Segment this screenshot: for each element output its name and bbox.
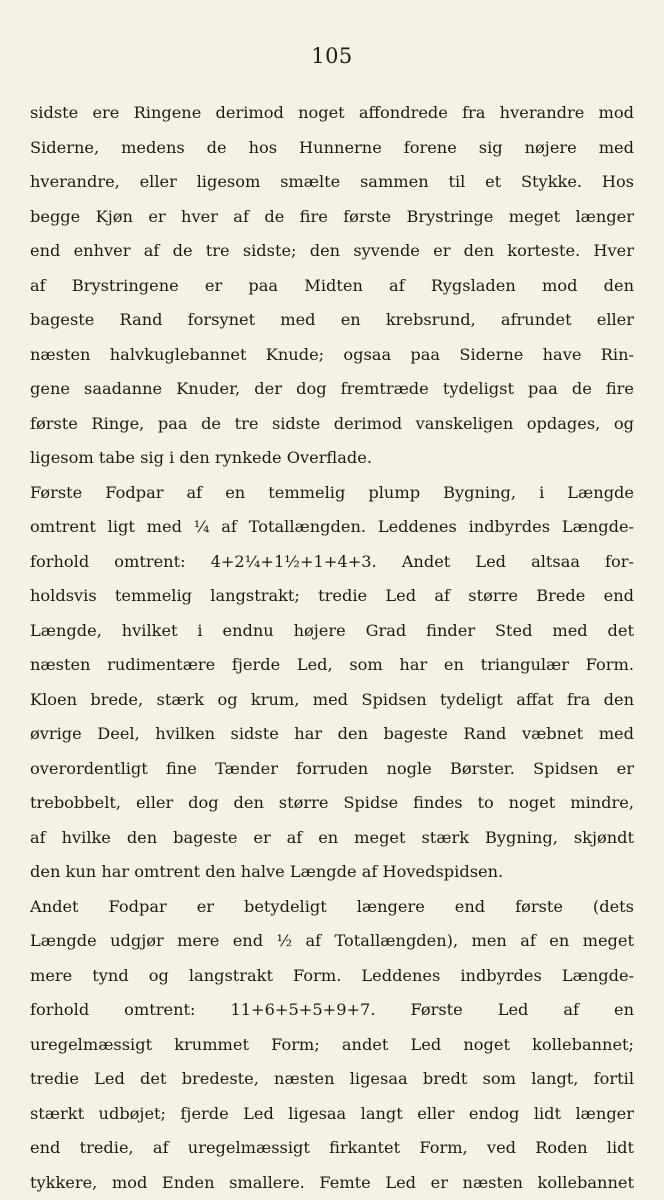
text-line: uregelmæssigt krummet Form; andet Led noget kollebannet; — [30, 1028, 634, 1063]
text-line: tredie Led det bredeste, næsten ligesaa bredt som langt, fortil — [30, 1062, 634, 1097]
text-line: stærkt udbøjet; fjerde Led ligesaa langt eller endog lidt længer — [30, 1097, 634, 1132]
text-line: sidste ere Ringene derimod noget affondrede fra hverandre mod — [30, 96, 634, 131]
text-line: tykkere, mod Enden smallere. Femte Led er næsten kollebannet — [30, 1166, 634, 1200]
body-text — [30, 96, 634, 1200]
text-line: end enhver af de tre sidste; den syvende er den korteste. Hver — [30, 234, 634, 269]
text-line: Siderne, medens de hos Hunnerne forene sig nøjere med — [30, 131, 634, 166]
text-line: Længde udgjør mere end ½ af Totallængden), men af en meget — [30, 924, 634, 959]
text-line: første Ringe, paa de tre sidste derimod vanskeligen opdages, og — [30, 407, 634, 442]
text-line: forhold omtrent: 4+2¼+1½+1+4+3. Andet Led altsaa for- — [30, 545, 634, 580]
text-line: holdsvis temmelig langstrakt; tredie Led af større Brede end — [30, 579, 634, 614]
text-line: end tredie, af uregelmæssigt firkantet Form, ved Roden lidt — [30, 1131, 634, 1166]
text-line: Andet Fodpar er betydeligt længere end første (dets — [30, 890, 634, 925]
text-line: mere tynd og langstrakt Form. Leddenes indbyrdes Længde- — [30, 959, 634, 994]
text-line: Længde, hvilket i endnu højere Grad finder Sted med det — [30, 614, 634, 649]
text-line: øvrige Deel, hvilken sidste har den bageste Rand væbnet med — [30, 717, 634, 752]
text-line: Første Fodpar af en temmelig plump Bygning, i Længde — [30, 476, 634, 511]
text-line: ligesom tabe sig i den rynkede Overflade. — [30, 441, 634, 476]
text-line: overordentligt fine Tænder forruden nogle Børster. Spidsen er — [30, 752, 634, 787]
text-line: bageste Rand forsynet med en krebsrund, afrundet eller — [30, 303, 634, 338]
text-line: af hvilke den bageste er af en meget stærk Bygning, skjøndt — [30, 821, 634, 856]
text-line: hverandre, eller ligesom smælte sammen til et Stykke. Hos — [30, 165, 634, 200]
text-line: gene saadanne Knuder, der dog fremtræde tydeligst paa de fire — [30, 372, 634, 407]
text-line: af Brystringene er paa Midten af Rygsladen mod den — [30, 269, 634, 304]
text-line: den kun har omtrent den halve Længde af Hovedspidsen. — [30, 855, 634, 890]
text-line: næsten rudimentære fjerde Led, som har en triangulær Form. — [30, 648, 634, 683]
text-line: forhold omtrent: 11+6+5+5+9+7. Første Led af en — [30, 993, 634, 1028]
text-line: trebobbelt, eller dog den større Spidse findes to noget mindre, — [30, 786, 634, 821]
text-line: begge Kjøn er hver af de fire første Brystringe meget længer — [30, 200, 634, 235]
page-number: 105 — [0, 44, 664, 68]
text-line: næsten halvkuglebannet Knude; ogsaa paa Siderne have Rin- — [30, 338, 634, 373]
text-line: omtrent ligt med ¼ af Totallængden. Leddenes indbyrdes Længde- — [30, 510, 634, 545]
text-line: Kloen brede, stærk og krum, med Spidsen tydeligt affat fra den — [30, 683, 634, 718]
